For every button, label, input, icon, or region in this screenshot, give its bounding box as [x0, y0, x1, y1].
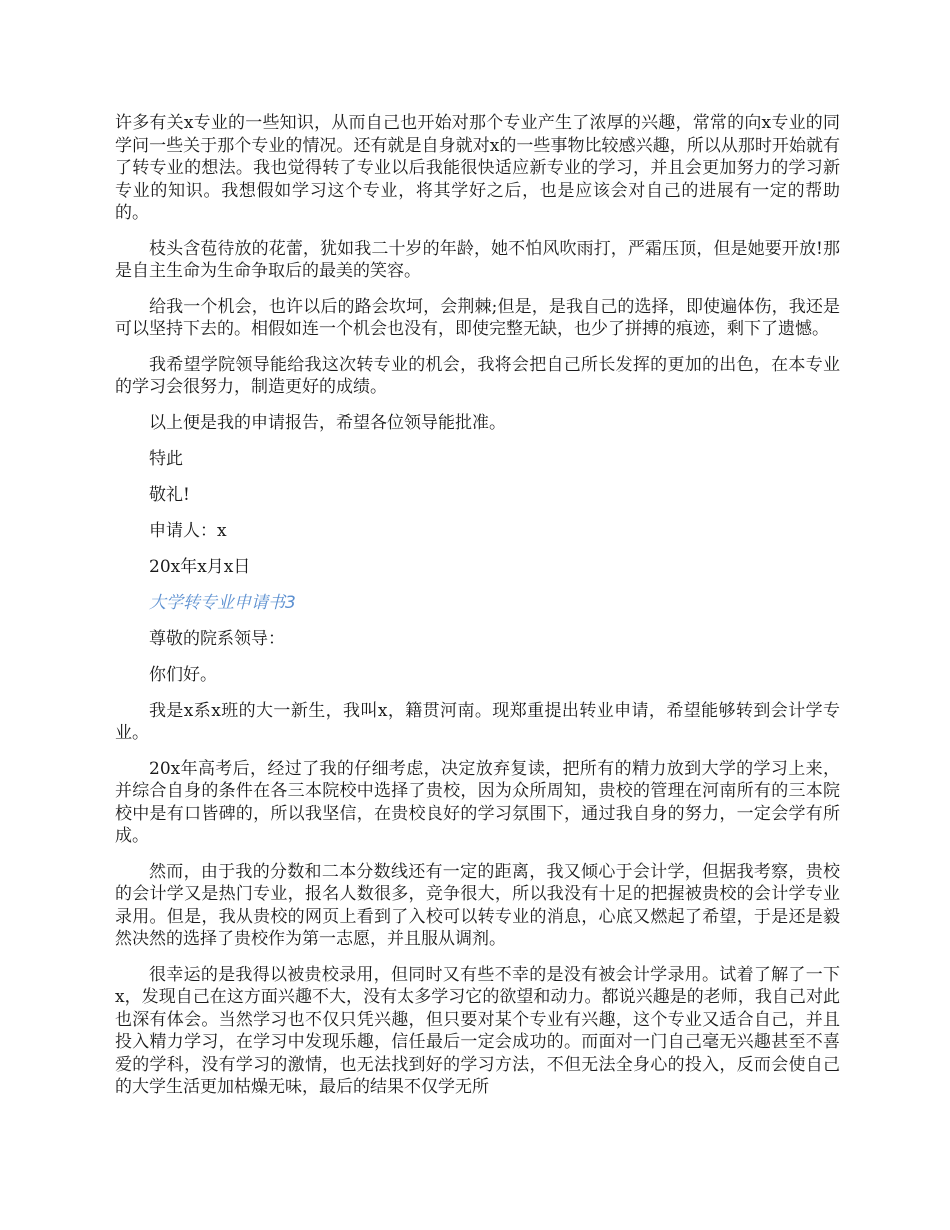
body-paragraph: 很幸运的是我得以被贵校录用，但同时又有些不幸的是没有被会计学录用。试着了解了一下x，发现自己在这方面兴趣不大，没有太多学习它的欲望和动力。都说兴趣是的老师，我自己对此也深有体会。当然学习也不仅只凭兴趣，但只要对某个专业有兴趣，这个专业又适合自己，并且投入精力学习，在学习中发现乐趣，信任最后一定会成功的。而面对一门自己毫无兴趣甚至不喜爱的学科，没有学习的激情，也无法找到好的学习方法，不但无法全身心的投入，反而会使自己的大学生活更加枯燥无味，最后的结果不仅学无所	[115, 964, 840, 1097]
applicant-line: 申请人：x	[149, 520, 227, 541]
body-paragraph: 20x年高考后，经过了我的仔细考虑，决定放弃复读，把所有的精力放到大学的学习上来，并综合自身的条件在各三本院校中选择了贵校，因为众所周知，贵校的管理在河南所有的三本院校中是有口皆碑的，所以我坚信，在贵校良好的学习氛围下，通过我自身的努力，一定会学有所成。	[115, 758, 840, 846]
section-heading: 大学转专业申请书3	[149, 592, 296, 613]
greeting-line: 你们好。	[149, 664, 217, 685]
closing-request-line: 以上便是我的申请报告，希望各位领导能批准。	[149, 412, 506, 433]
body-paragraph: 然而，由于我的分数和二本分数线还有一定的距离，我又倾心于会计学，但据我考察，贵校的会计学又是热门专业，报名人数很多，竞争很大，所以我没有十足的把握被贵校的会计学专业录用。但是，我从贵校的网页上看到了入校可以转专业的消息，心底又燃起了希望，于是还是毅然决然的选择了贵校作为第一志愿，并且服从调剂。	[115, 861, 840, 949]
closing-salute-line: 敬礼!	[149, 484, 190, 505]
document-page	[115, 112, 840, 1112]
body-paragraph: 许多有关x专业的一些知识，从而自己也开始对那个专业产生了浓厚的兴趣，常常的向x专业的同学问一些关于那个专业的情况。还有就是自身就对x的一些事物比较感兴趣，所以从那时开始就有了转专业的想法。我也觉得转了专业以后我能很快适应新专业的学习，并且会更加努力的学习新专业的知识。我想假如学习这个专业，将其学好之后，也是应该会对自己的进展有一定的帮助的。	[115, 113, 840, 223]
body-paragraph: 枝头含苞待放的花蕾，犹如我二十岁的年龄，她不怕风吹雨打，严霜压顶，但是她要开放!那是自主生命为生命争取后的最美的笑容。	[115, 238, 840, 281]
body-paragraph: 我是x系x班的大一新生，我叫x，籍贯河南。现郑重提出转业申请，希望能够转到会计学专业。	[115, 700, 840, 743]
body-paragraph: 给我一个机会，也许以后的路会坎坷，会荆棘;但是，是我自己的选择，即使遍体伤，我还是可以坚持下去的。相假如连一个机会也没有，即使完整无缺，也少了拼搏的痕迹，剩下了遗憾。	[115, 296, 840, 339]
closing-tecí-line: 特此	[149, 448, 183, 469]
date-line: 20x年x月x日	[149, 556, 251, 577]
salutation-line: 尊敬的院系领导：	[149, 628, 285, 649]
body-paragraph: 我希望学院领导能给我这次转专业的机会，我将会把自己所长发挥的更加的出色，在本专业的学习会很努力，制造更好的成绩。	[115, 354, 840, 397]
